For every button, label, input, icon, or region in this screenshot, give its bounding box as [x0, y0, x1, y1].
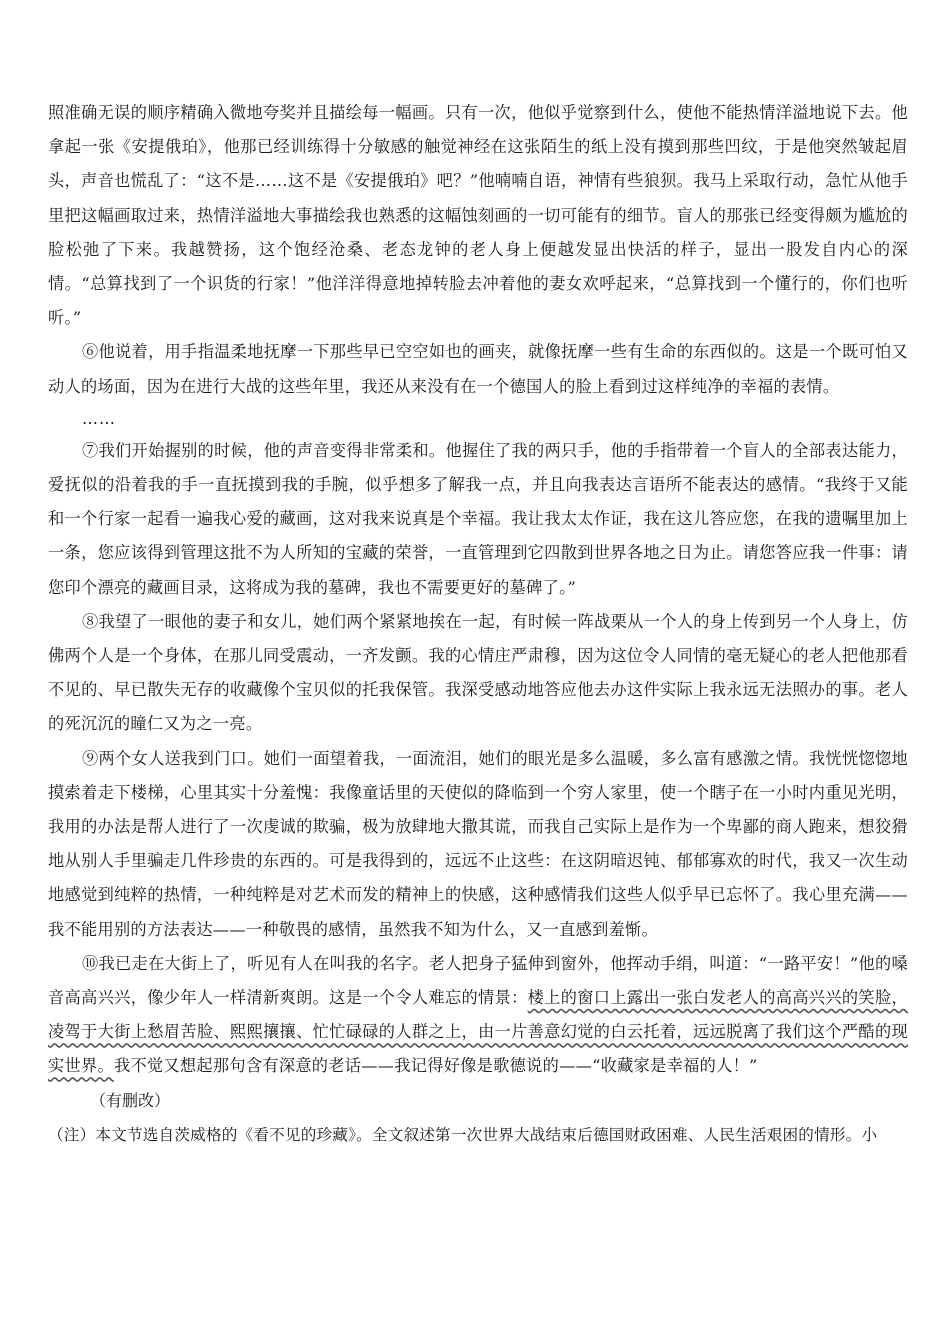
- paragraph-6: ⑥他说着，用手指温柔地抚摩一下那些早已空空如也的画夹，就像抚摩一些有生命的东西似的。这是一个既可怕又动人的场面，因为在进行大战的这些年里，我还从来没有在一个德国人的脸上看到过这样纯净的幸福的表情。: [48, 342, 908, 396]
- paragraph-intro: 照准确无误的顺序精确入微地夸奖并且描绘每一幅画。只有一次，他似乎觉察到什么，使他不能热情洋溢地说下去。他拿起一张《安提俄珀》，他那已经训练得十分敏感的触觉神经在这张陌生的纸上没有摸到那些凹纹，于是他突然皱起眉头，声音也慌乱了：“这不是……这不是《安提俄珀》吧？”他喃喃自语，神情有些狼狈。我马上采取行动，急忙从他手里把这幅画取过来，热情洋溢地大事描绘我也熟悉的这幅蚀刻画的一切可能有的细节。盲人的那张已经变得颇为尴尬的脸松弛了下来。我越赞扬，这个饱经沧桑、老态龙钟的老人身上便越发显出快活的样子，显出一股发自内心的深情。“总算找到了一个识货的行家！”他洋洋得意地掉转脸去冲着他的妻女欢呼起来，“总算找到一个懂行的，你们也听听。”: [48, 103, 908, 328]
- paragraph-10-start: ⑩我已走在大街上了，听见有人在叫我的名字。老人把身子猛伸到窗外，他挥动手绢，叫道：“一路平安！”他的嗓音高高兴兴，像少年人一样清新爽朗。这是一个令人难忘的情景：: [48, 953, 908, 1008]
- paragraph-10: [48, 947, 908, 1084]
- source-note: （有删改）: [90, 1090, 171, 1110]
- paragraph-7: ⑦我们开始握别的时候，他的声音变得非常柔和。他握住了我的两只手，他的手指带着一个盲人的全部表达能力，爱抚似的沿着我的手一直抚摸到我的手腕，似乎想多了解我一点，并且向我表达言语所不能表达的感情。“我终于又能和一个行家一起看一遍我心爱的藏画，这对我来说真是个幸福。我让我太太作证，我在这儿答应您，在我的遗嘱里加上一条，您应该得到管理这批不为人所知的宝藏的荣誉，一直管理到它四散到世界各地之日为止。请您答应我一件事：请您印个漂亮的藏画目录，这将成为我的墓碑，我也不需要更好的墓碑了。”: [48, 440, 908, 597]
- omission-ellipsis: ……: [82, 408, 116, 428]
- footnote: （注）本文节选自茨威格的《看不见的珍藏》。全文叙述第一次世界大战结束后德国财政困难、人民生活艰困的情形。小: [48, 1125, 878, 1144]
- document-page: [48, 96, 908, 1152]
- paragraph-8: ⑧我望了一眼他的妻子和女儿，她们两个紧紧地挨在一起，有时候一阵战栗从一个人的身上传到另一个人身上，仿佛两个人是一个身体，在那儿同受震动，一齐发颤。我的心情庄严肃穆，因为这位令人同情的毫无疑心的老人把他那看不见的、早已散失无存的收藏像个宝贝似的托我保管。我深受感动地答应他去办这件实际上我永远无法照办的事。老人的死沉沉的瞳仁又为之一亮。: [48, 611, 908, 734]
- paragraph-9: ⑨两个女人送我到门口。她们一面望着我，一面流泪，她们的眼光是多么温暖，多么富有感激之情。我恍恍惚惚地摸索着走下楼梯，心里其实十分羞愧：我像童话里的天使似的降临到一个穷人家里，使一个瞎子在一小时内重见光明，我用的办法是帮人进行了一次虔诚的欺骗，极为放肆地大撒其谎，而我自己实际上是作为一个卑鄙的商人跑来，想狡猾地从别人手里骗走几件珍贵的东西的。可是我得到的，远远不止这些：在这阴暗迟钝、郁郁寡欢的时代，我又一次生动地感觉到纯粹的热情，一种纯粹是对艺术而发的精神上的快感，这种感情我们这些人似乎早已忘怀了。我心里充满——我不能用别的方法表达——一种敬畏的感情，虽然我不知为什么，又一直感到羞惭。: [48, 748, 908, 939]
- paragraph-10-end: 我不觉又想起那句含有深意的老话——我记得好像是歌德说的——“收藏家是幸福的人！”: [113, 1056, 758, 1076]
- underlined-sentence: 楼上的窗口上露出一张白发老人的高高兴兴的笑脸，凌驾于大街上愁眉苦脸、熙熙攘攘、忙忙碌碌的人群之上，由一片善意幻觉的白云托着，远远脱离了我们这个严酷的现实世界。: [48, 988, 908, 1076]
